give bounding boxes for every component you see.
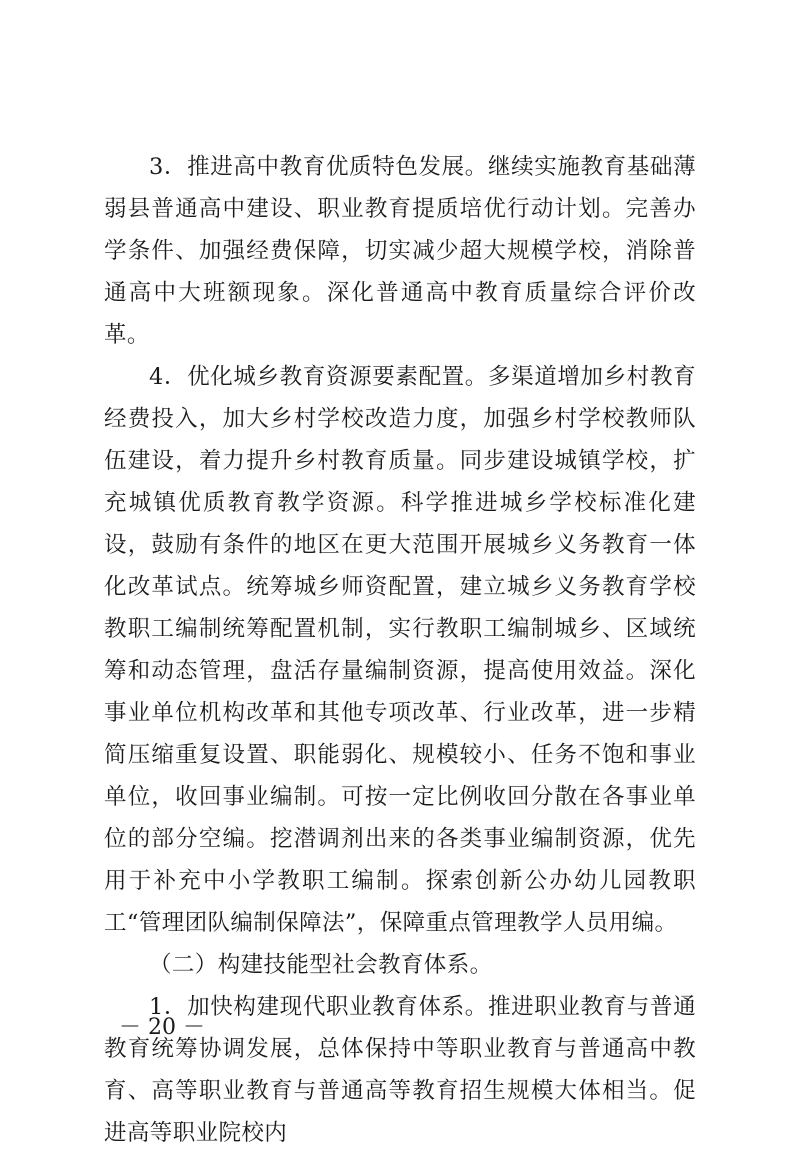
paragraph-item-3: 3．推进高中教育优质特色发展。继续实施教育基础薄弱县普通高中建设、职业教育提质培优行动计划。完善办学条件、加强经费保障，切实减少超大规模学校，消除普通高中大班额现象。深化普通高中教育质量综合评价改革。 — [104, 154, 696, 348]
paragraph-item-4: 4．优化城乡教育资源要素配置。多渠道增加乡村教育经费投入，加大乡村学校改造力度，加强乡村学校教师队伍建设，着力提升乡村教育质量。同步建设城镇学校，扩充城镇优质教育教学资源。科学推进城乡学校标准化建设，鼓励有条件的地区在更大范围开展城乡义务教育一体化改革试点。统筹城乡师资配置，建立城乡义务教育学校教职工编制统筹配置机制，实行教职工编制城乡、区域统筹和动态管理，盘活存量编制资源，提高使用效益。深化事业单位机构改革和其他专项改革、行业改革，进一步精简压缩重复设置、职能弱化、规模较小、任务不饱和事业单位，收回事业编制。可按一定比例收回分散在各事业单位的部分空编。挖潜调剂出来的各类事业编制资源，优先用于补充中小学教职工编制。探索创新公办幼儿园教职工“管理团队编制保障法”，保障重点管理教学人员用编。 — [104, 364, 696, 936]
paragraph-item-1: 1．加快构建现代职业教育体系。推进职业教育与普通教育统筹协调发展，总体保持中等职业教育与普通高中教育、高等职业教育与普通高等教育招生规模大体相当。促进高等职业院校内 — [104, 994, 696, 1146]
page-number: － 20 － — [119, 1015, 205, 1040]
body-text — [104, 146, 696, 1154]
section-heading: （二）构建技能型社会教育体系。 — [149, 952, 493, 978]
